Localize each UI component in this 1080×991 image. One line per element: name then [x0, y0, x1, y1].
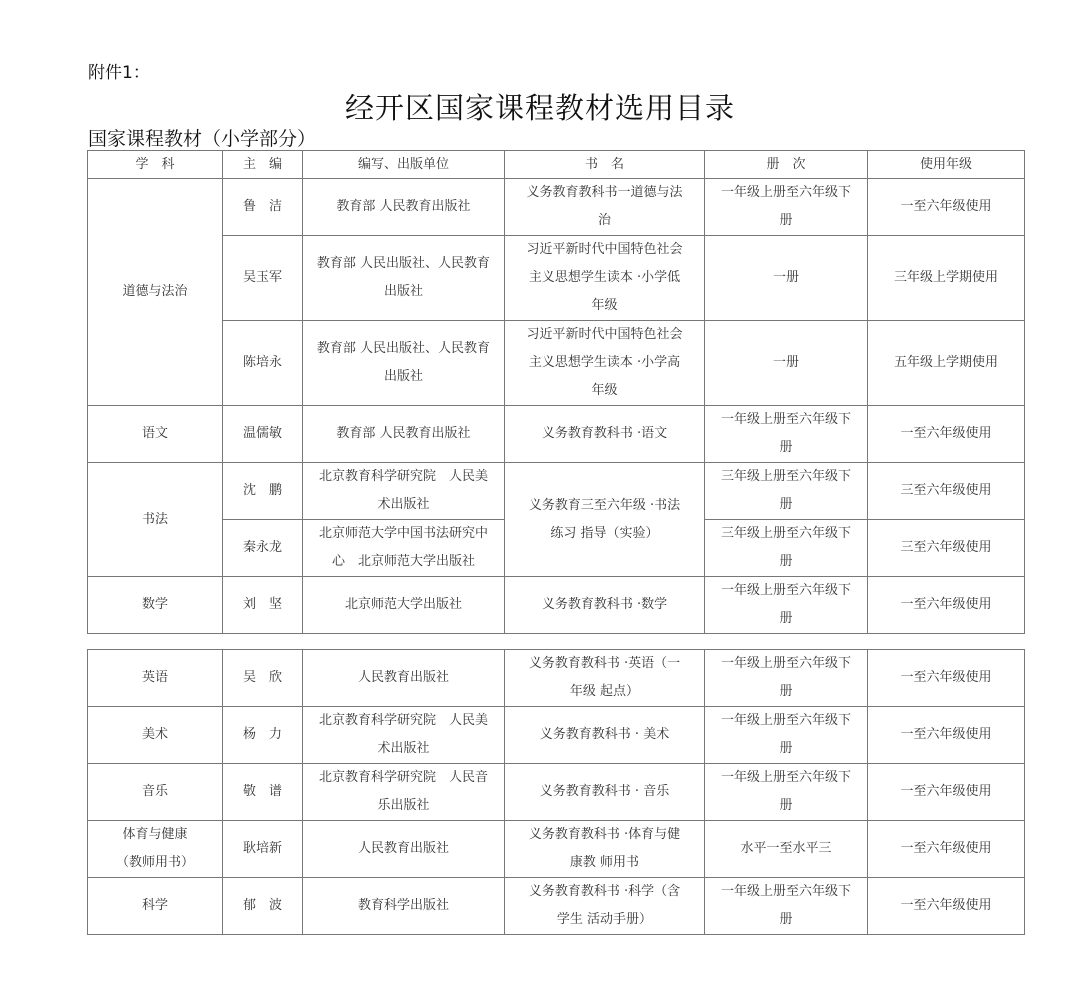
book-cell: 义务教育教科书 · 美术: [505, 707, 705, 764]
volume-cell: 一年级上册至六年级下 册: [705, 650, 868, 707]
volume-cell: 一年级上册至六年级下 册: [705, 764, 868, 821]
grade-cell: 一至六年级使用: [868, 406, 1025, 463]
table-header-row: [88, 151, 1025, 179]
grade-cell: 一至六年级使用: [868, 650, 1025, 707]
editor-cell: 吴 欣: [223, 650, 303, 707]
table-row: [88, 463, 1025, 520]
publisher-cell: 北京教育科学研究院 人民美 术出版社: [303, 463, 505, 520]
grade-cell: 一至六年级使用: [868, 764, 1025, 821]
book-cell: 义务教育教科书 ·英语（一 年级 起点）: [505, 650, 705, 707]
header-publisher: 编写、出版单位: [303, 151, 505, 179]
editor-cell: 杨 力: [223, 707, 303, 764]
publisher-cell: 教育部 人民教育出版社: [303, 406, 505, 463]
book-cell: 义务教育教科书 ·体育与健 康教 师用书: [505, 821, 705, 878]
volume-cell: 三年级上册至六年级下 册: [705, 520, 868, 577]
editor-cell: 鲁 洁: [223, 179, 303, 236]
header-grade: 使用年级: [868, 151, 1025, 179]
textbook-table-primary: [87, 150, 1025, 634]
book-cell: 义务教育教科书 ·科学（含 学生 活动手册）: [505, 878, 705, 935]
book-cell: 义务教育教科书 ·语文: [505, 406, 705, 463]
subject-cell: 语文: [88, 406, 223, 463]
publisher-cell: 教育部 人民教育出版社: [303, 179, 505, 236]
subject-cell: 英语: [88, 650, 223, 707]
publisher-cell: 人民教育出版社: [303, 821, 505, 878]
volume-cell: 一年级上册至六年级下 册: [705, 179, 868, 236]
section-subtitle: 国家课程教材（小学部分）: [88, 128, 317, 150]
editor-cell: 秦永龙: [223, 520, 303, 577]
volume-cell: 一年级上册至六年级下 册: [705, 577, 868, 634]
header-subject: 学 科: [88, 151, 223, 179]
volume-cell: 一册: [705, 321, 868, 406]
subject-cell: 体育与健康 （教师用书）: [88, 821, 223, 878]
publisher-cell: 教育部 人民出版社、人民教育 出版社: [303, 236, 505, 321]
publisher-cell: 教育科学出版社: [303, 878, 505, 935]
subject-cell: 美术: [88, 707, 223, 764]
subject-cell: 音乐: [88, 764, 223, 821]
header-volume: 册 次: [705, 151, 868, 179]
table-row: [88, 406, 1025, 463]
header-editor: 主 编: [223, 151, 303, 179]
volume-cell: 一年级上册至六年级下 册: [705, 707, 868, 764]
editor-cell: 吴玉军: [223, 236, 303, 321]
book-cell: 习近平新时代中国特色社会 主义思想学生读本 ·小学高 年级: [505, 321, 705, 406]
publisher-cell: 北京教育科学研究院 人民美 术出版社: [303, 707, 505, 764]
grade-cell: 一至六年级使用: [868, 707, 1025, 764]
table-row: [88, 650, 1025, 707]
grade-cell: 三年级上学期使用: [868, 236, 1025, 321]
textbook-table-continued: [87, 649, 1025, 935]
header-book: 书 名: [505, 151, 705, 179]
book-cell: 义务教育三至六年级 ·书法 练习 指导（实验）: [505, 463, 705, 577]
grade-cell: 三至六年级使用: [868, 520, 1025, 577]
table-row: [88, 821, 1025, 878]
publisher-cell: 人民教育出版社: [303, 650, 505, 707]
book-cell: 义务教育教科书 · 音乐: [505, 764, 705, 821]
editor-cell: 郁 波: [223, 878, 303, 935]
grade-cell: 三至六年级使用: [868, 463, 1025, 520]
table-row: [88, 236, 1025, 321]
volume-cell: 三年级上册至六年级下 册: [705, 463, 868, 520]
editor-cell: 沈 鹏: [223, 463, 303, 520]
subject-cell: 科学: [88, 878, 223, 935]
volume-cell: 水平一至水平三: [705, 821, 868, 878]
book-cell: 习近平新时代中国特色社会 主义思想学生读本 ·小学低 年级: [505, 236, 705, 321]
editor-cell: 耿培新: [223, 821, 303, 878]
volume-cell: 一册: [705, 236, 868, 321]
table-row: [88, 577, 1025, 634]
publisher-cell: 北京教育科学研究院 人民音 乐出版社: [303, 764, 505, 821]
table-row: [88, 764, 1025, 821]
attachment-label: 附件1：: [88, 63, 150, 83]
subject-cell: 数学: [88, 577, 223, 634]
page-title: 经开区国家课程教材选用目录: [344, 91, 735, 125]
editor-cell: 刘 坚: [223, 577, 303, 634]
volume-cell: 一年级上册至六年级下 册: [705, 878, 868, 935]
subject-cell: 书法: [88, 463, 223, 577]
table-row: [88, 321, 1025, 406]
editor-cell: 敬 谱: [223, 764, 303, 821]
table-row: [88, 878, 1025, 935]
volume-cell: 一年级上册至六年级下 册: [705, 406, 868, 463]
grade-cell: 一至六年级使用: [868, 878, 1025, 935]
table-row: [88, 707, 1025, 764]
grade-cell: 一至六年级使用: [868, 179, 1025, 236]
editor-cell: 温儒敏: [223, 406, 303, 463]
publisher-cell: 教育部 人民出版社、人民教育 出版社: [303, 321, 505, 406]
table-row: [88, 179, 1025, 236]
grade-cell: 五年级上学期使用: [868, 321, 1025, 406]
grade-cell: 一至六年级使用: [868, 821, 1025, 878]
publisher-cell: 北京师范大学出版社: [303, 577, 505, 634]
publisher-cell: 北京师范大学中国书法研究中 心 北京师范大学出版社: [303, 520, 505, 577]
editor-cell: 陈培永: [223, 321, 303, 406]
grade-cell: 一至六年级使用: [868, 577, 1025, 634]
book-cell: 义务教育教科书 ·数学: [505, 577, 705, 634]
book-cell: 义务教育教科书一道德与法 治: [505, 179, 705, 236]
subject-cell: 道德与法治: [88, 179, 223, 406]
